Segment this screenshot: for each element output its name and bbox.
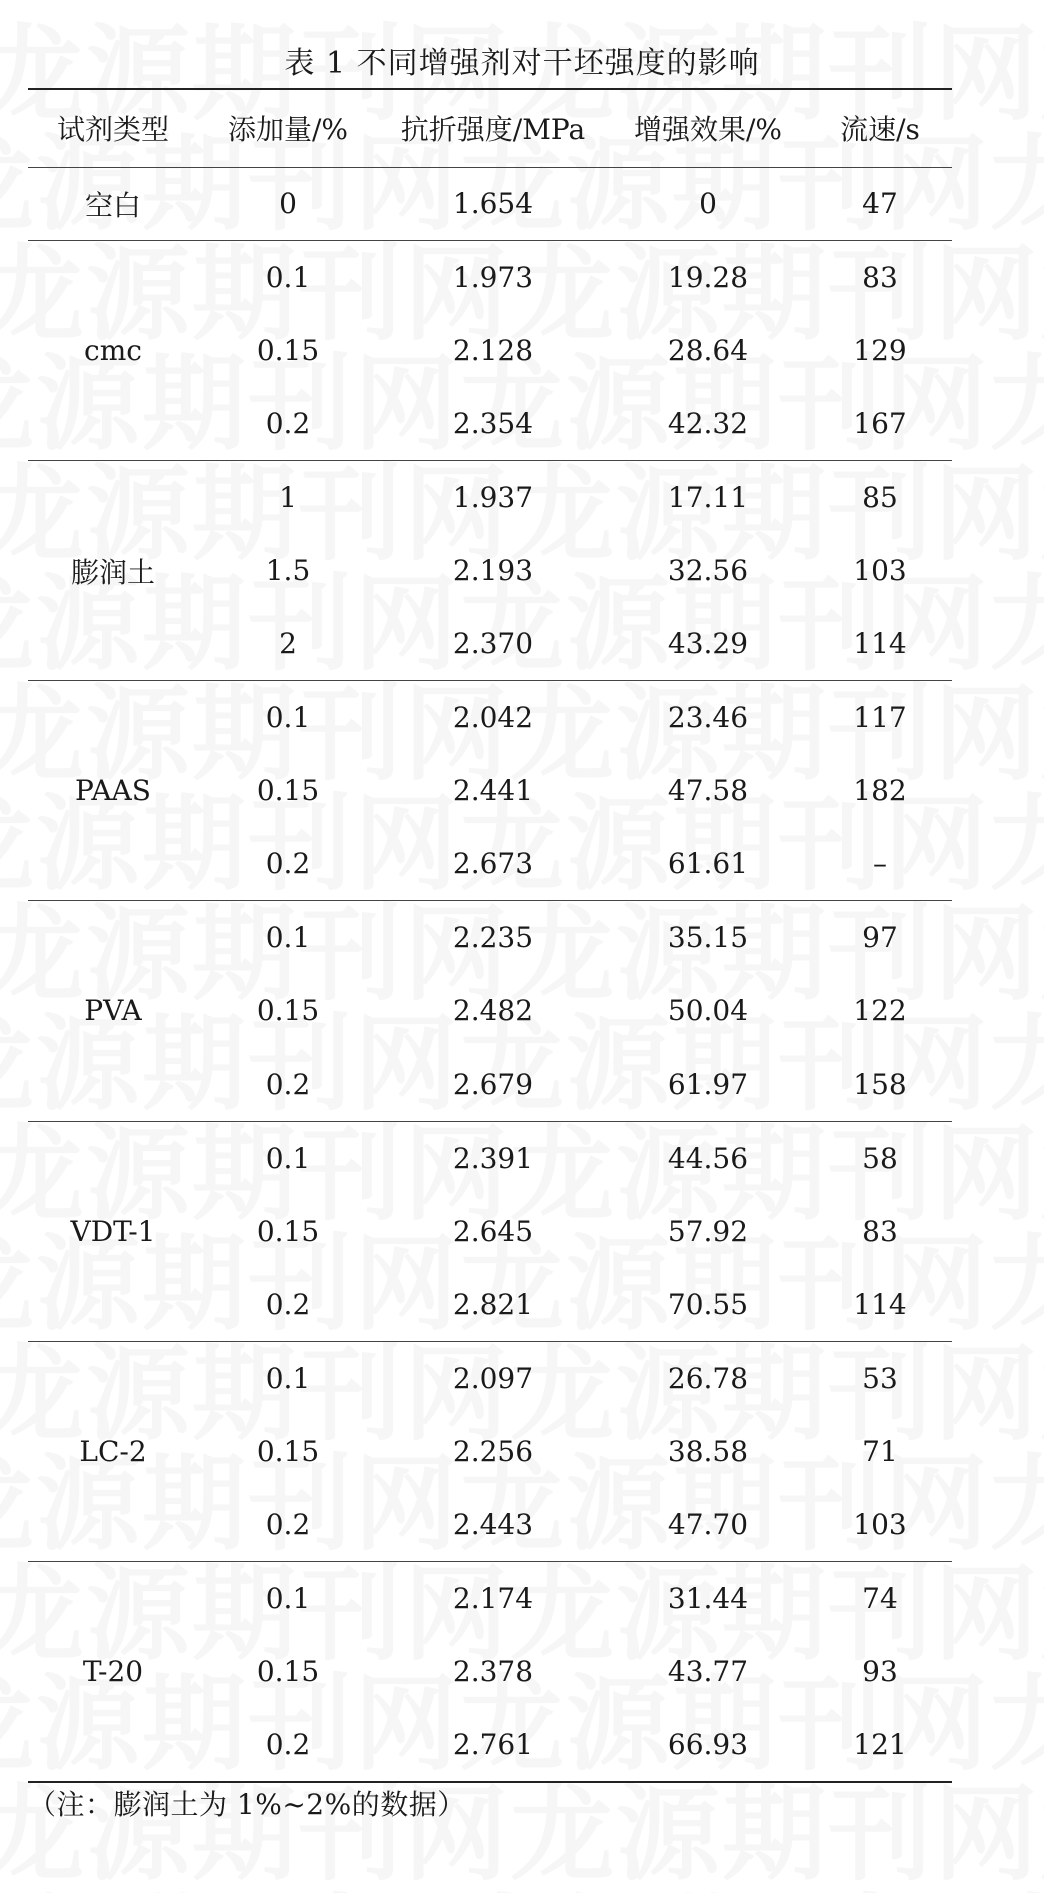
flow-rate-cell: 122 — [853, 994, 907, 1028]
flexural-strength-cell: 1.937 — [452, 481, 534, 514]
flow-rate-cell: 103 — [853, 554, 907, 588]
enhancement-cell: 50.04 — [667, 994, 749, 1028]
enhancement-cell: 61.61 — [667, 847, 749, 881]
enhancement-cell: 66.93 — [667, 1727, 749, 1761]
flexural-strength-cell: 2.128 — [452, 333, 534, 367]
flow-rate-cell: 47 — [862, 187, 898, 221]
dosage-cell: 0.1 — [265, 260, 311, 294]
flow-rate-cell: 74 — [862, 1581, 898, 1615]
dosage-cell: 0 — [279, 187, 297, 221]
flow-rate-cell: – — [873, 847, 887, 881]
flow-rate-cell: 117 — [853, 701, 907, 735]
dosage-cell: 2 — [279, 627, 297, 661]
dosage-cell: 0.15 — [256, 333, 320, 367]
reagent-type-cell: PAAS — [75, 774, 151, 808]
flow-rate-cell: 85 — [862, 481, 898, 514]
dosage-cell: 1.5 — [265, 554, 311, 588]
data-table — [28, 88, 952, 1783]
flow-rate-cell: 58 — [862, 1141, 898, 1175]
reagent-type-cell: 空白 — [84, 188, 141, 222]
flexural-strength-cell: 2.370 — [452, 627, 534, 661]
enhancement-cell: 19.28 — [667, 260, 749, 294]
dosage-cell: 0.2 — [265, 1067, 311, 1101]
dosage-cell: 0.15 — [256, 1655, 320, 1688]
enhancement-cell: 0 — [699, 187, 717, 221]
flow-rate-cell: 129 — [853, 333, 907, 367]
flexural-strength-cell: 2.042 — [452, 701, 534, 735]
dosage-cell: 0.2 — [265, 407, 311, 441]
enhancement-cell: 61.97 — [667, 1067, 749, 1101]
flexural-strength-cell: 2.354 — [452, 407, 534, 441]
flexural-strength-cell: 2.443 — [452, 1507, 534, 1541]
table-container — [28, 88, 952, 1783]
header-flow-rate: 流速/s — [840, 113, 920, 147]
flexural-strength-cell: 2.235 — [452, 921, 534, 955]
enhancement-cell: 47.70 — [667, 1507, 749, 1541]
header-dosage: 添加量/% — [227, 113, 349, 147]
enhancement-cell: 31.44 — [667, 1581, 749, 1615]
enhancement-cell: 26.78 — [667, 1361, 749, 1395]
enhancement-cell: 17.11 — [667, 481, 749, 514]
enhancement-cell: 38.58 — [667, 1434, 749, 1468]
flexural-strength-cell: 2.378 — [452, 1655, 534, 1688]
dosage-cell: 0.2 — [265, 1727, 311, 1761]
enhancement-cell: 57.92 — [667, 1214, 749, 1248]
flow-rate-cell: 93 — [862, 1655, 898, 1688]
flow-rate-cell: 53 — [862, 1361, 898, 1395]
enhancement-cell: 43.29 — [667, 627, 749, 661]
table-note: （注：膨润土为 1%~2%的数据） — [28, 1788, 466, 1821]
table-row — [28, 240, 952, 313]
table-row — [28, 1121, 952, 1194]
flexural-strength-cell: 2.482 — [452, 994, 534, 1028]
dosage-cell: 0.1 — [265, 1581, 311, 1615]
flow-rate-cell: 182 — [853, 774, 907, 808]
flow-rate-cell: 83 — [862, 1214, 898, 1248]
enhancement-cell: 70.55 — [667, 1287, 749, 1321]
flow-rate-cell: 121 — [853, 1727, 907, 1761]
enhancement-cell: 35.15 — [667, 921, 749, 955]
enhancement-cell: 32.56 — [667, 554, 749, 588]
enhancement-cell: 28.64 — [667, 333, 749, 367]
flow-rate-cell: 103 — [853, 1507, 907, 1541]
enhancement-cell: 42.32 — [667, 407, 749, 441]
flexural-strength-cell: 2.821 — [452, 1287, 534, 1321]
dosage-cell: 0.2 — [265, 847, 311, 881]
dosage-cell: 0.1 — [265, 701, 311, 735]
reagent-type-cell: VDT-1 — [70, 1214, 156, 1248]
table-row — [28, 1561, 952, 1634]
flow-rate-cell: 158 — [853, 1067, 907, 1101]
flow-rate-cell: 97 — [862, 921, 898, 955]
table-header — [28, 89, 952, 167]
table-title: 表 1 不同增强剂对干坯强度的影响 — [284, 46, 760, 81]
enhancement-cell: 44.56 — [667, 1141, 749, 1175]
flow-rate-cell: 114 — [853, 1287, 907, 1321]
flexural-strength-cell: 2.679 — [452, 1067, 534, 1101]
dosage-cell: 0.1 — [265, 1141, 311, 1175]
dosage-cell: 0.15 — [256, 1214, 320, 1248]
table-row — [28, 461, 952, 534]
dosage-cell: 0.2 — [265, 1507, 311, 1541]
flow-rate-cell: 167 — [853, 407, 907, 441]
dosage-cell: 0.15 — [256, 994, 320, 1028]
flow-rate-cell: 83 — [862, 260, 898, 294]
header-reagent-type: 试剂类型 — [56, 113, 169, 147]
flow-rate-cell: 114 — [853, 627, 907, 661]
enhancement-cell: 23.46 — [667, 701, 749, 735]
flexural-strength-cell: 2.391 — [452, 1141, 534, 1175]
dosage-cell: 0.1 — [265, 921, 311, 955]
dosage-cell: 1 — [279, 481, 297, 514]
reagent-type-cell: cmc — [84, 333, 142, 367]
table-row — [28, 167, 952, 240]
flexural-strength-cell: 2.256 — [452, 1434, 534, 1468]
flow-rate-cell: 71 — [862, 1434, 898, 1468]
reagent-type-cell: 膨润土 — [70, 555, 155, 589]
flexural-strength-cell: 2.673 — [452, 847, 534, 881]
dosage-cell: 0.1 — [265, 1361, 311, 1395]
table-body — [28, 167, 952, 1782]
header-row — [28, 89, 952, 167]
flexural-strength-cell: 2.174 — [452, 1581, 534, 1615]
reagent-type-cell: PVA — [84, 994, 142, 1028]
flexural-strength-cell: 2.097 — [452, 1361, 534, 1395]
table-row — [28, 901, 952, 974]
dosage-cell: 0.15 — [256, 774, 320, 808]
reagent-type-cell: T-20 — [82, 1654, 144, 1688]
flexural-strength-cell: 1.654 — [452, 187, 534, 221]
header-enhancement: 增强效果/% — [633, 113, 783, 147]
table-row — [28, 1341, 952, 1414]
flexural-strength-cell: 2.193 — [452, 554, 534, 588]
enhancement-cell: 43.77 — [667, 1655, 749, 1688]
flexural-strength-cell: 1.973 — [452, 260, 534, 294]
header-flexural-strength: 抗折强度/MPa — [400, 113, 586, 147]
dosage-cell: 0.15 — [256, 1434, 320, 1468]
table-row — [28, 681, 952, 754]
flexural-strength-cell: 2.645 — [452, 1214, 534, 1248]
dosage-cell: 0.2 — [265, 1287, 311, 1321]
flexural-strength-cell: 2.761 — [452, 1727, 534, 1761]
flexural-strength-cell: 2.441 — [452, 774, 534, 808]
reagent-type-cell: LC-2 — [79, 1434, 147, 1468]
enhancement-cell: 47.58 — [667, 774, 749, 808]
